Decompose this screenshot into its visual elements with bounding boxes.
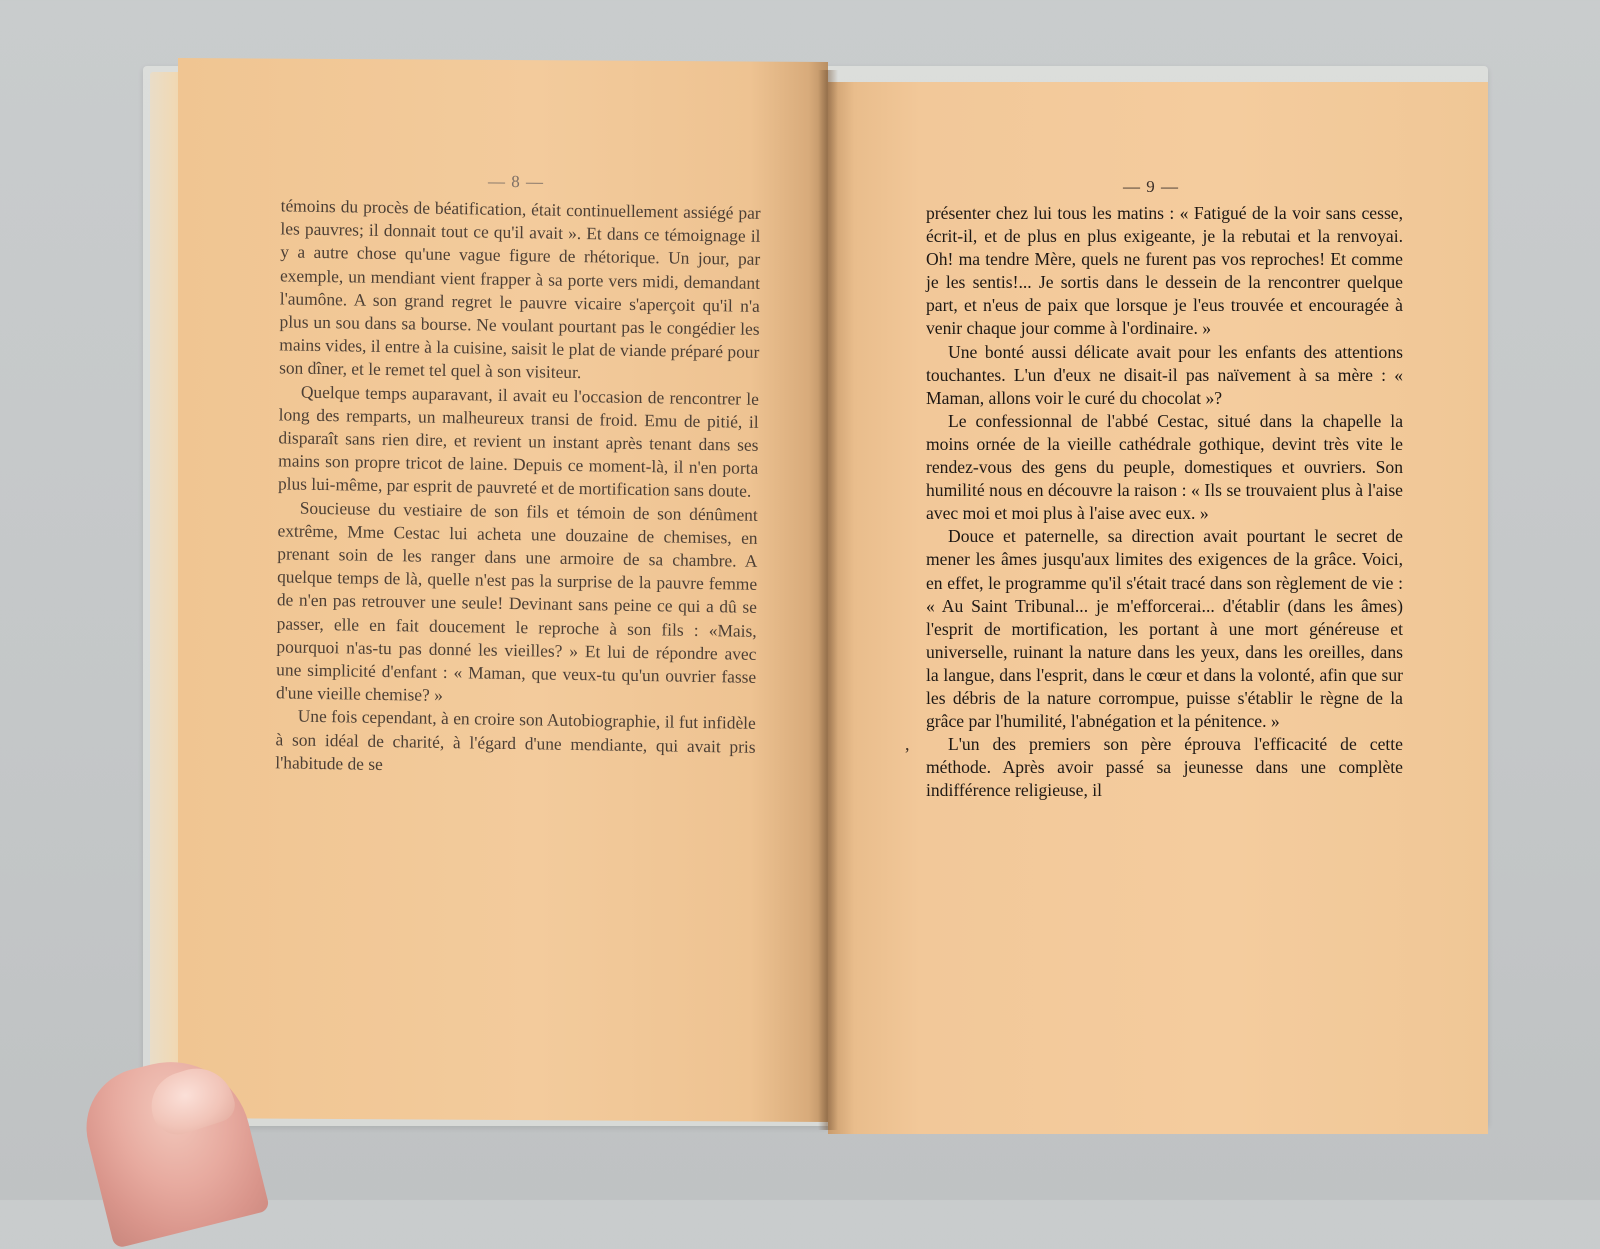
left-paragraph-1: témoins du procès de béatification, était continuellement assiégé par les pauvres; il donnait tout ce qu'il avait ». Et dans ce témoignage il y a autre chose qu'une vague figure de rhétorique. Un jour, par exemple, un mendiant vient frapper à sa porte vers midi, demandant l'aumône. A son grand regret le pauvre vicaire s'aperçoit qu'il n'a plus un sou dans sa bourse. Ne voulant pourtant pas le congédier les mains vides, il entre à la cuisine, saisit le plat de viande préparé pour son dîner, et le remet tel quel à son visiteur. [279,195,761,383]
left-paragraph-2: Quelque temps auparavant, il avait eu l'occasion de rencontrer le long des remparts, un malheureux transi de froid. Emu de pitié, il disparaît sans rien dire, et revient un instant après tenant dans ses mains son propre tricot de laine. Depuis ce moment-là, il n'en porta plus lui-même, par esprit de pauvreté et de mortification sans doute. [277,381,759,502]
left-paragraph-4: Une fois cependant, à en croire son Autobiographie, il fut infidèle à son idéal de charité, à l'égard d'une mendiante, qui avait pris l'habitude de se [275,706,756,774]
right-paragraph-4: Douce et paternelle, sa direction avait pourtant le secret de mener les âmes jusqu'aux limites des exigences de la grâce. Voici, en effet, le programme qu'il s'était tracé dans son règlement de vie : « Au Saint Tribunal... je m'efforcerai... d'établir (dans les âmes) l'esprit de mortification, les portant à une mort généreuse et universelle, ruinant la nature dans les yeux, dans les oreilles, dans la langue, dans l'esprit, dans le cœur et dans la volonté, afin que sur les débris de la nature corrompue, puisse s'établir le règne de la grâce par l'humilité, l'abnégation et la pénitence. » [926,526,1403,732]
margin-mark: , [905,734,910,754]
left-paragraph-3: Soucieuse du vestiaire de son fils et témoin de son dénûment extrême, Mme Cestac lui acheta une douzaine de chemises, en prenant soin de les ranger dans une armoire de sa chambre. A quelque temps de là, quelle n'est pas la surprise de la pauvre femme de n'en pas retrouver une seule! Devinant sans peine ce qui a dû se passer, elle en fait doucement le reproche à son fils : «Mais, pourquoi n'as-tu pas donné les vieilles? » Et lui de répondre avec une simplicité d'enfant : « Maman, que veux-tu qu'un ouvrier fasse d'une vieille chemise? » [275,497,758,706]
book-gutter [818,70,838,1130]
right-paragraph-3: Le confessionnal de l'abbé Cestac, situé dans la chapelle la moins ornée de la vieille cathédrale gothique, devint très vite le rendez-vous des gens du peuple, domestiques et ouvriers. Son humilité nous en découvre la raison : « Ils se trouvaient plus à l'aise avec moi et moi plus à l'aise avec eux. » [926,410,1403,524]
left-page-text [275,194,761,782]
right-paragraph-1: présenter chez lui tous les matins : « Fatigué de la voir sans cesse, écrit-il, et de plus en plus exigeante, je la rebutai et la renvoyai. Oh! ma tendre Mère, quels ne furent pas vos reproches! Et comme je les sentis!... Je sortis dans le dessein de la rencontrer quelque part, et n'eus de paix que lorsque je l'eus trouvée et encouragée à venir chaque jour comme à l'ordinaire. » [926,203,1403,339]
left-page-number: — 8 — [488,171,544,192]
right-page-number: — 9 — [1123,177,1179,196]
right-page [828,82,1488,1134]
left-page [178,58,828,1122]
right-page-text [926,202,1403,802]
right-paragraph-2: Une bonté aussi délicate avait pour les enfants des attentions touchantes. L'un d'eux ne disait-il pas naïvement à sa mère : « Maman, allons voir le curé du chocolat »? [926,341,1403,408]
right-paragraph-5: L'un des premiers son père éprouva l'efficacité de cette méthode. Après avoir passé sa jeunesse dans une complète indifférence religieuse, il [926,734,1403,801]
